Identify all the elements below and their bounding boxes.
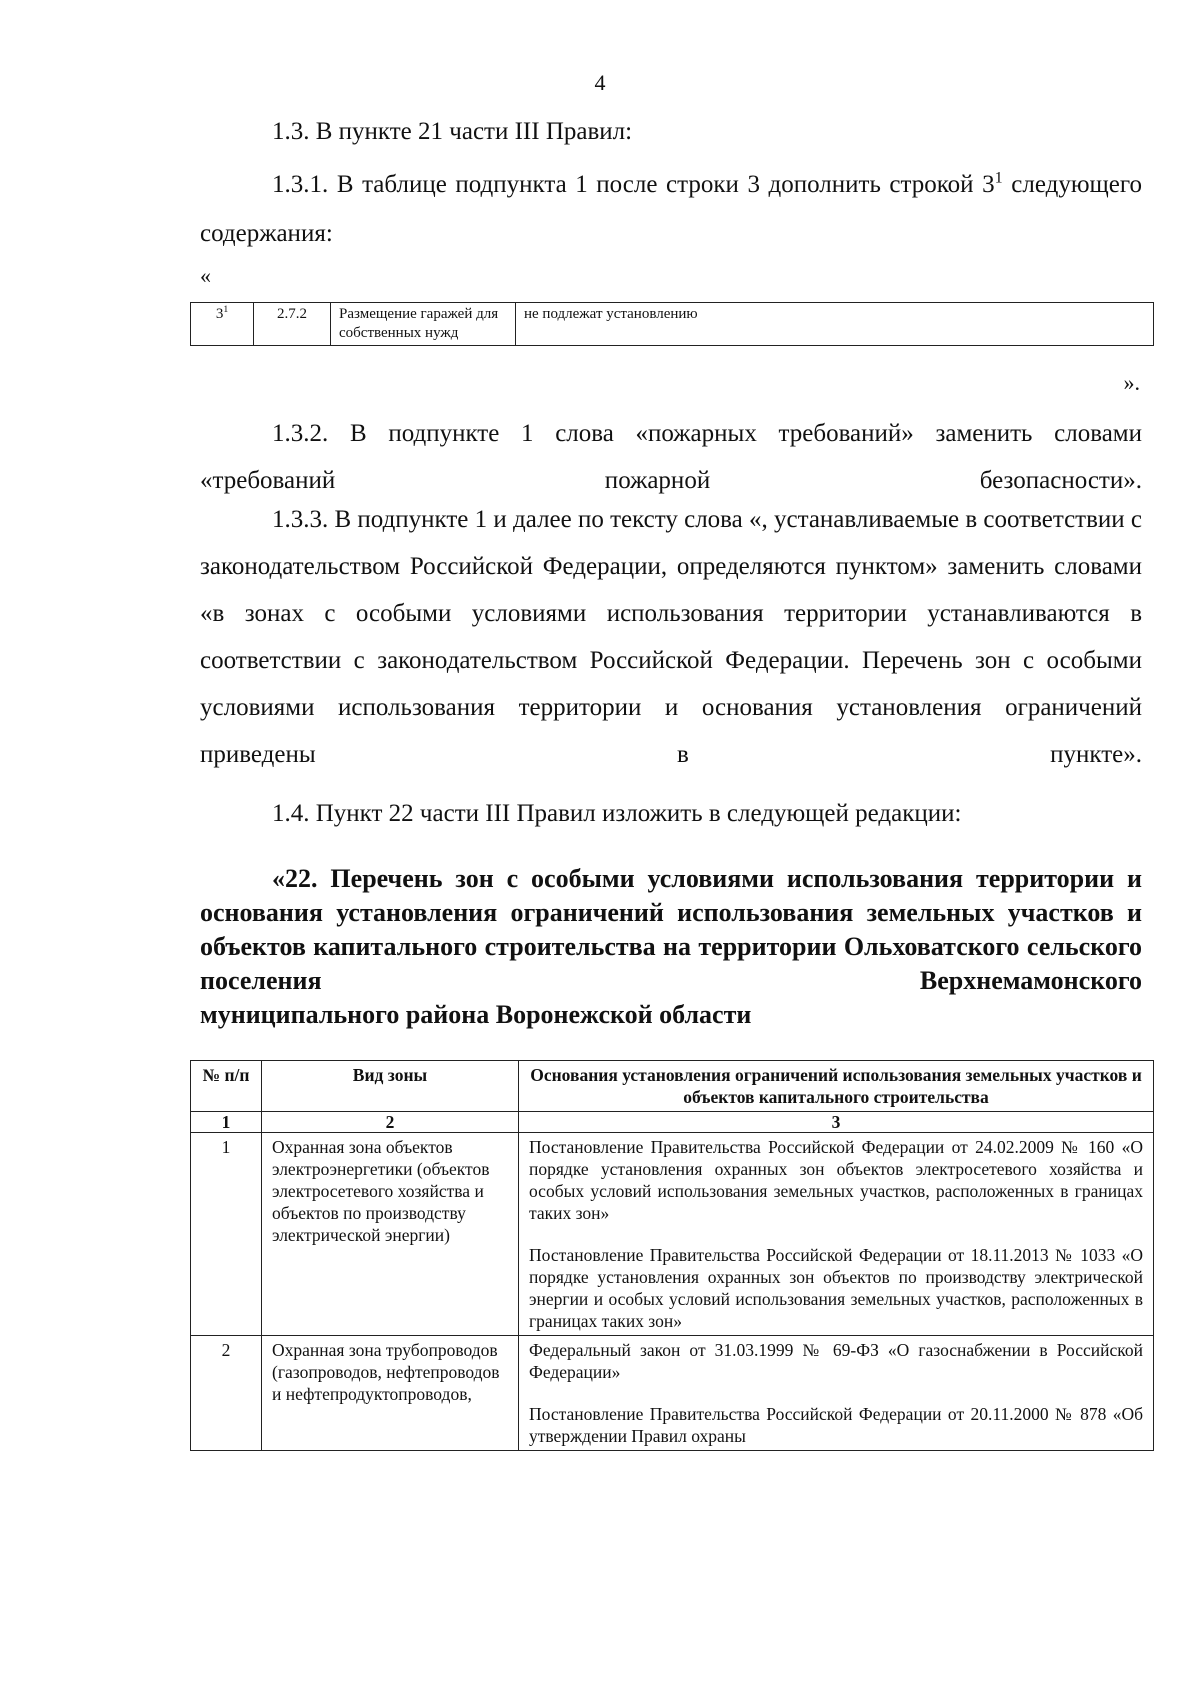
paragraph-1-3-2: 1.3.2. В подпункте 1 слова «пожарных требований» заменить словами «требований пожарной безопасности». [200,420,1142,494]
paragraph-1-3-1 [200,160,1142,258]
column-number: 1 [191,1112,262,1133]
opening-quote: « [200,263,211,288]
column-number: 2 [262,1112,519,1133]
zone-type: Охранная зона трубопроводов (газопроводов, нефтепроводов и нефтепродуктопроводов, [262,1336,519,1451]
row-number: 1 [191,1133,262,1336]
basis-cell [519,1133,1154,1336]
basis-item: Федеральный закон от 31.03.1999 № 69-ФЗ «О газоснабжении в Российской Федерации» [529,1340,1143,1382]
closing-quote: ». [1123,370,1140,395]
basis-item: Постановление Правительства Российской Федерации от 24.02.2009 № 160 «О порядке установления охранных зон объектов электросетевого хозяйства и особых условий использования земельных участков, расположенных в границах таких зон» [529,1137,1143,1223]
row-code-cell: 2.7.2 [254,303,331,346]
header-number: № п/п [191,1061,262,1112]
superscript: 1 [994,168,1003,187]
section-heading [200,862,1142,1032]
insert-row-table [190,302,1154,346]
table-row [191,1133,1154,1336]
header-zone: Вид зоны [262,1061,519,1112]
heading-last-line: муниципального района Воронежской области [200,1000,752,1029]
paragraph-1-3-3: 1.3.3. В подпункте 1 и далее по тексту слова «, устанавливаемые в соответствии с законодательством Российской Федерации, определяются пунктом» заменить словами «в зонах с особыми условиями использования территории устанавливаются в соответствии с законодательством Российской Федерации. Перечень зон с особыми условиями использования территории и основания установления ограничений приведены в пункте». [200,506,1143,768]
heading-main: «22. Перечень зон с особыми условиями использования территории и основания установления ограничений использования земельных участков и объектов капитального строительства на территории Ольховатского сельского поселения Верхнемамонского [200,864,1142,995]
column-number-row [191,1112,1154,1133]
paragraph-1-3-1-main: 1.3.1. В таблице подпункта 1 после строки 3 дополнить строкой 3 [272,171,995,198]
zones-table [190,1060,1154,1451]
zone-type: Охранная зона объектов электроэнергетики (объектов электросетевого хозяйства и объектов по производству электрической энергии) [262,1133,519,1336]
page-number: 4 [594,70,606,95]
row-value-cell: не подлежат установлению [516,303,1154,346]
basis-item: Постановление Правительства Российской Федерации от 20.11.2000 № 878 «Об утверждении Правил охраны [529,1404,1143,1446]
table-row [191,303,1154,346]
row-name-cell: Размещение гаражей для собственных нужд [331,303,516,346]
paragraph-1-3-1-tail: следующего содержания: [200,171,1143,247]
basis-item: Постановление Правительства Российской Федерации от 18.11.2013 № 1033 «О порядке установления охранных зон объектов по производству электрической энергии и особых условий использования земельных участков, расположенных в границах таких зон» [529,1245,1143,1331]
row-number: 2 [191,1336,262,1451]
header-basis: Основания установления ограничений использования земельных участков и объектов капитального строительства [519,1061,1154,1112]
column-number: 3 [519,1112,1154,1133]
paragraph-1-3: 1.3. В пункте 21 части III Правил: [272,118,633,145]
table-header-row [191,1061,1154,1112]
basis-cell [519,1336,1154,1451]
table-row [191,1336,1154,1451]
paragraph-1-4: 1.4. Пункт 22 части III Правил изложить в следующей редакции: [272,800,962,827]
row-number-cell: $3^1$ [191,303,254,346]
